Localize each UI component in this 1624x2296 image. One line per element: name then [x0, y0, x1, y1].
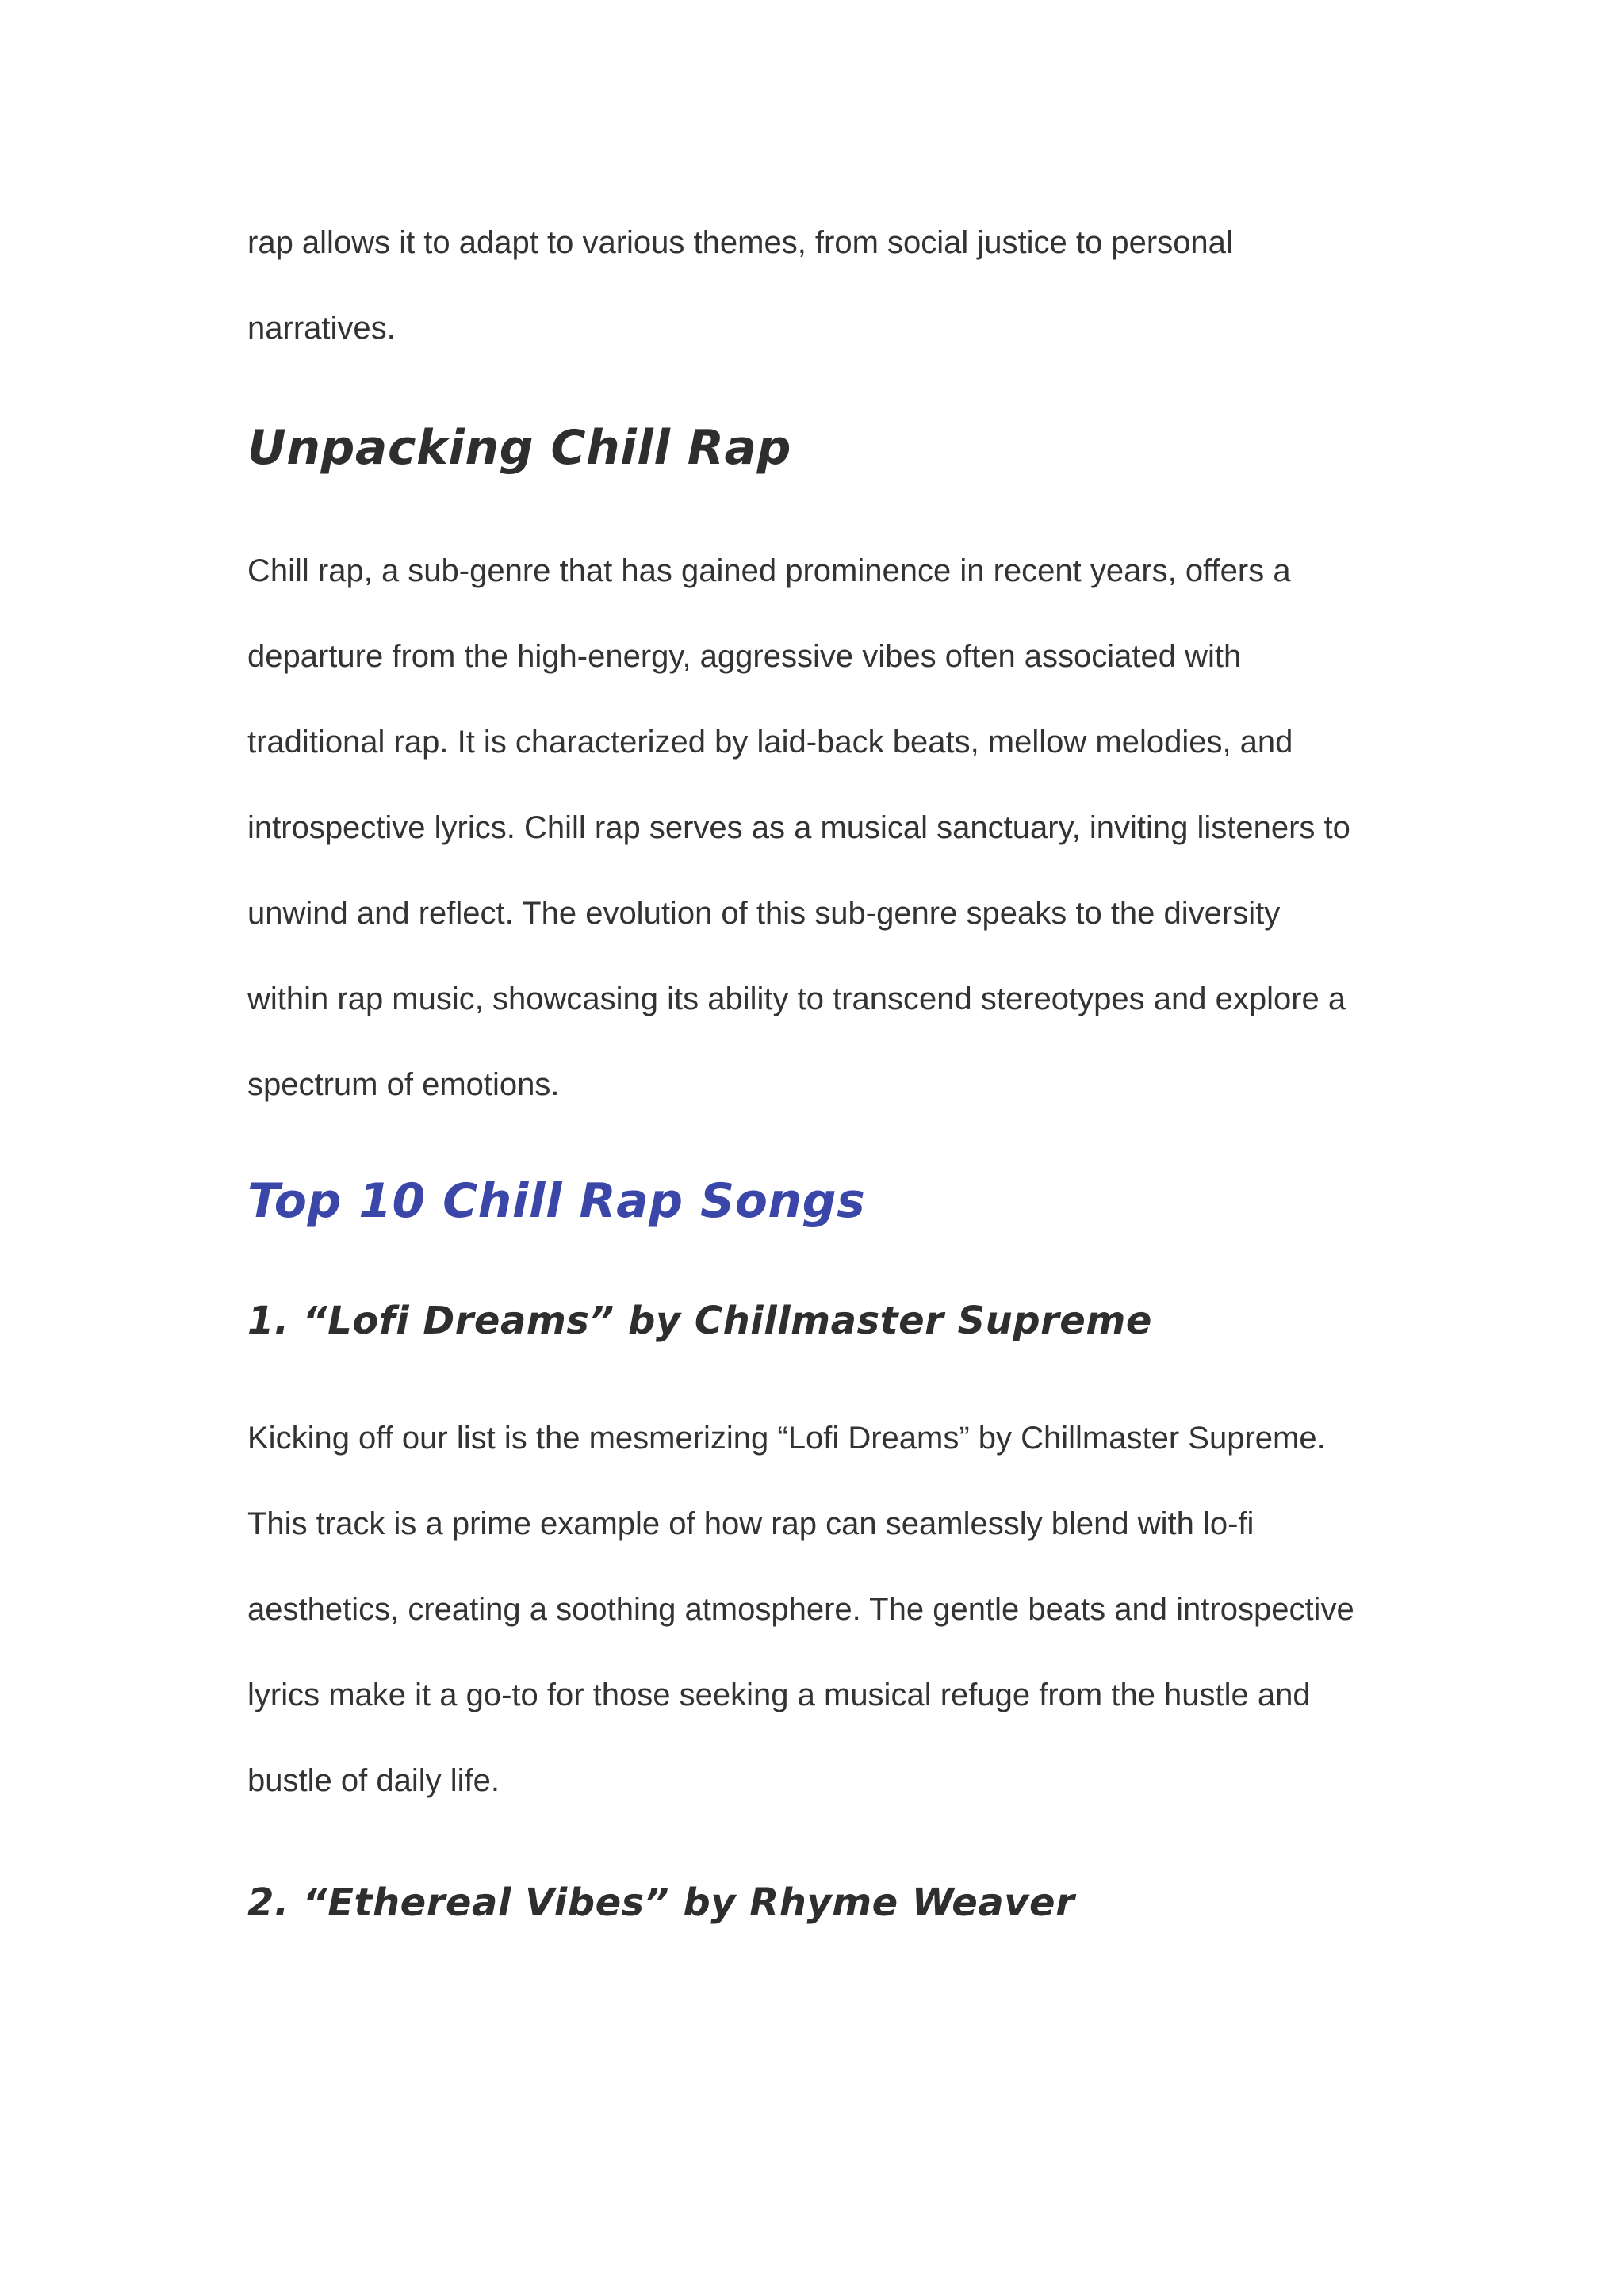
paragraph-line: spectrum of emotions.	[247, 1067, 560, 1102]
paragraph-line: bustle of daily life.	[247, 1763, 500, 1798]
song-title-2: 2. “Ethereal Vibes” by Rhyme Weaver	[247, 1881, 1075, 1925]
song-title-1: 1. “Lofi Dreams” by Chillmaster Supreme	[247, 1299, 1152, 1343]
chill-rap-paragraph	[247, 528, 1405, 1127]
section-heading-chill-rap: Unpacking Chill Rap	[247, 420, 791, 476]
paragraph-line: Chill rap, a sub-genre that has gained prominence in recent years, offers a	[247, 553, 1291, 588]
paragraph-line: within rap music, showcasing its ability to transcend stereotypes and explore a	[247, 982, 1346, 1016]
paragraph-line: unwind and reflect. The evolution of this sub-genre speaks to the diversity	[247, 896, 1281, 931]
song-1-paragraph	[247, 1395, 1405, 1823]
section-heading-top-10: Top 10 Chill Rap Songs	[247, 1173, 866, 1229]
paragraph-line: This track is a prime example of how rap can seamlessly blend with lo-fi	[247, 1506, 1254, 1541]
paragraph-line: traditional rap. It is characterized by laid-back beats, mellow melodies, and	[247, 725, 1293, 760]
paragraph-line: aesthetics, creating a soothing atmosphere. The gentle beats and introspective	[247, 1592, 1354, 1627]
paragraph-line: lyrics make it a go-to for those seeking a musical refuge from the hustle and	[247, 1678, 1311, 1712]
paragraph-line: introspective lyrics. Chill rap serves as a musical sanctuary, inviting listeners to	[247, 810, 1350, 845]
paragraph-line: narratives.	[247, 311, 396, 346]
paragraph-line: Kicking off our list is the mesmerizing “Lofi Dreams” by Chillmaster Supreme.	[247, 1421, 1326, 1456]
paragraph-line: rap allows it to adapt to various themes, from social justice to personal	[247, 225, 1233, 260]
paragraph-line: departure from the high-energy, aggressive vibes often associated with	[247, 639, 1242, 674]
intro-paragraph	[247, 200, 1405, 371]
